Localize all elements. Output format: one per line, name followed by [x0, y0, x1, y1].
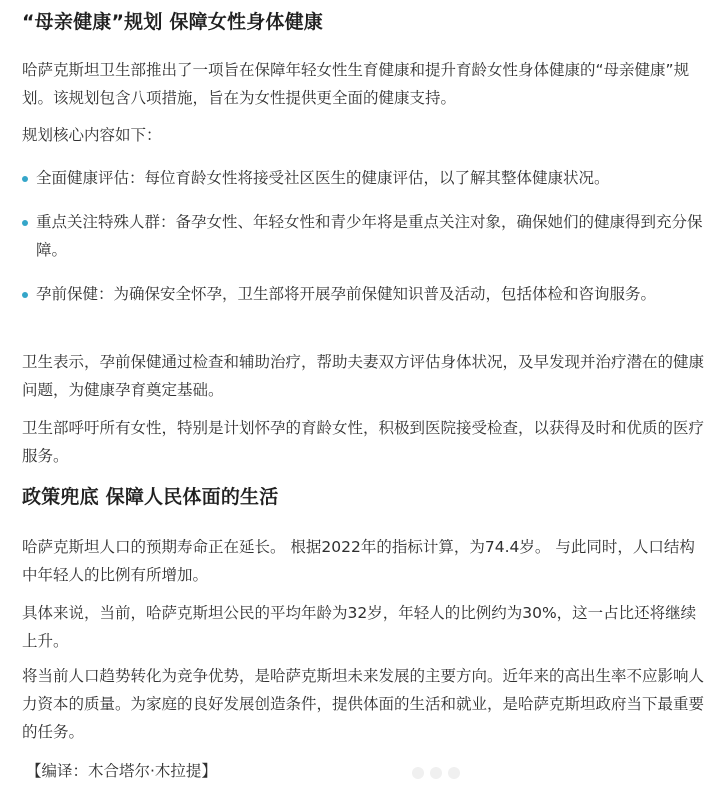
- core-content-heading: 规划核心内容如下：: [22, 126, 162, 144]
- watermark-dots: [412, 765, 462, 781]
- bullet-dot-icon: [22, 176, 28, 182]
- list-item: [22, 208, 706, 264]
- list-item: [22, 164, 706, 192]
- section-2-title: 政策兜底 保障人民体面的生活: [22, 486, 279, 508]
- list-item-text: 孕前保健：为确保安全怀孕，卫生部将开展孕前保健知识普及活动，包括体检和咨询服务。: [36, 285, 657, 303]
- average-age-paragraph: 具体来说，当前，哈萨克斯坦公民的平均年龄为32岁，年轻人的比例约为30%，这一占比还将继续上升。: [22, 604, 697, 650]
- call-paragraph: 卫生部呼吁所有女性，特别是计划怀孕的育龄女性，积极到医院接受检查，以获得及时和优质的医疗服务。: [22, 419, 705, 465]
- life-expectancy-paragraph: 哈萨克斯坦人口的预期寿命正在延长。 根据2022年的指标计算，为74.4岁。 与此同时，人口结构中年轻人的比例有所增加。: [22, 538, 695, 584]
- bullet-dot-icon: [22, 292, 28, 298]
- list-item: [22, 280, 706, 308]
- bullet-dot-icon: [22, 220, 28, 226]
- prenatal-paragraph: 卫生表示，孕前保健通过检查和辅助治疗，帮助夫妻双方评估身体状况，及早发现并治疗潜在的健康问题，为健康孕育奠定基础。: [22, 353, 705, 399]
- list-item-text: 全面健康评估：每位育龄女性将接受社区医生的健康评估，以了解其整体健康状况。: [36, 169, 610, 187]
- intro-paragraph: 哈萨克斯坦卫生部推出了一项旨在保障年轻女性生育健康和提升育龄女性身体健康的“母亲健康”规划。该规划包含八项措施，旨在为女性提供更全面的健康支持。: [22, 61, 690, 107]
- future-direction-paragraph: 将当前人口趋势转化为竞争优势，是哈萨克斯坦未来发展的主要方向。近年来的高出生率不应影响人力资本的质量。为家庭的良好发展创造条件，提供体面的生活和就业，是哈萨克斯坦政府当下最重要的任务。: [22, 667, 705, 741]
- editor-credit: 【编译：木合塔尔·木拉提】: [26, 762, 217, 780]
- list-item-text: 重点关注特殊人群：备孕女性、年轻女性和青少年将是重点关注对象，确保她们的健康得到充分保障。: [36, 213, 703, 259]
- section-1-title: “母亲健康”规划 保障女性身体健康: [22, 11, 323, 33]
